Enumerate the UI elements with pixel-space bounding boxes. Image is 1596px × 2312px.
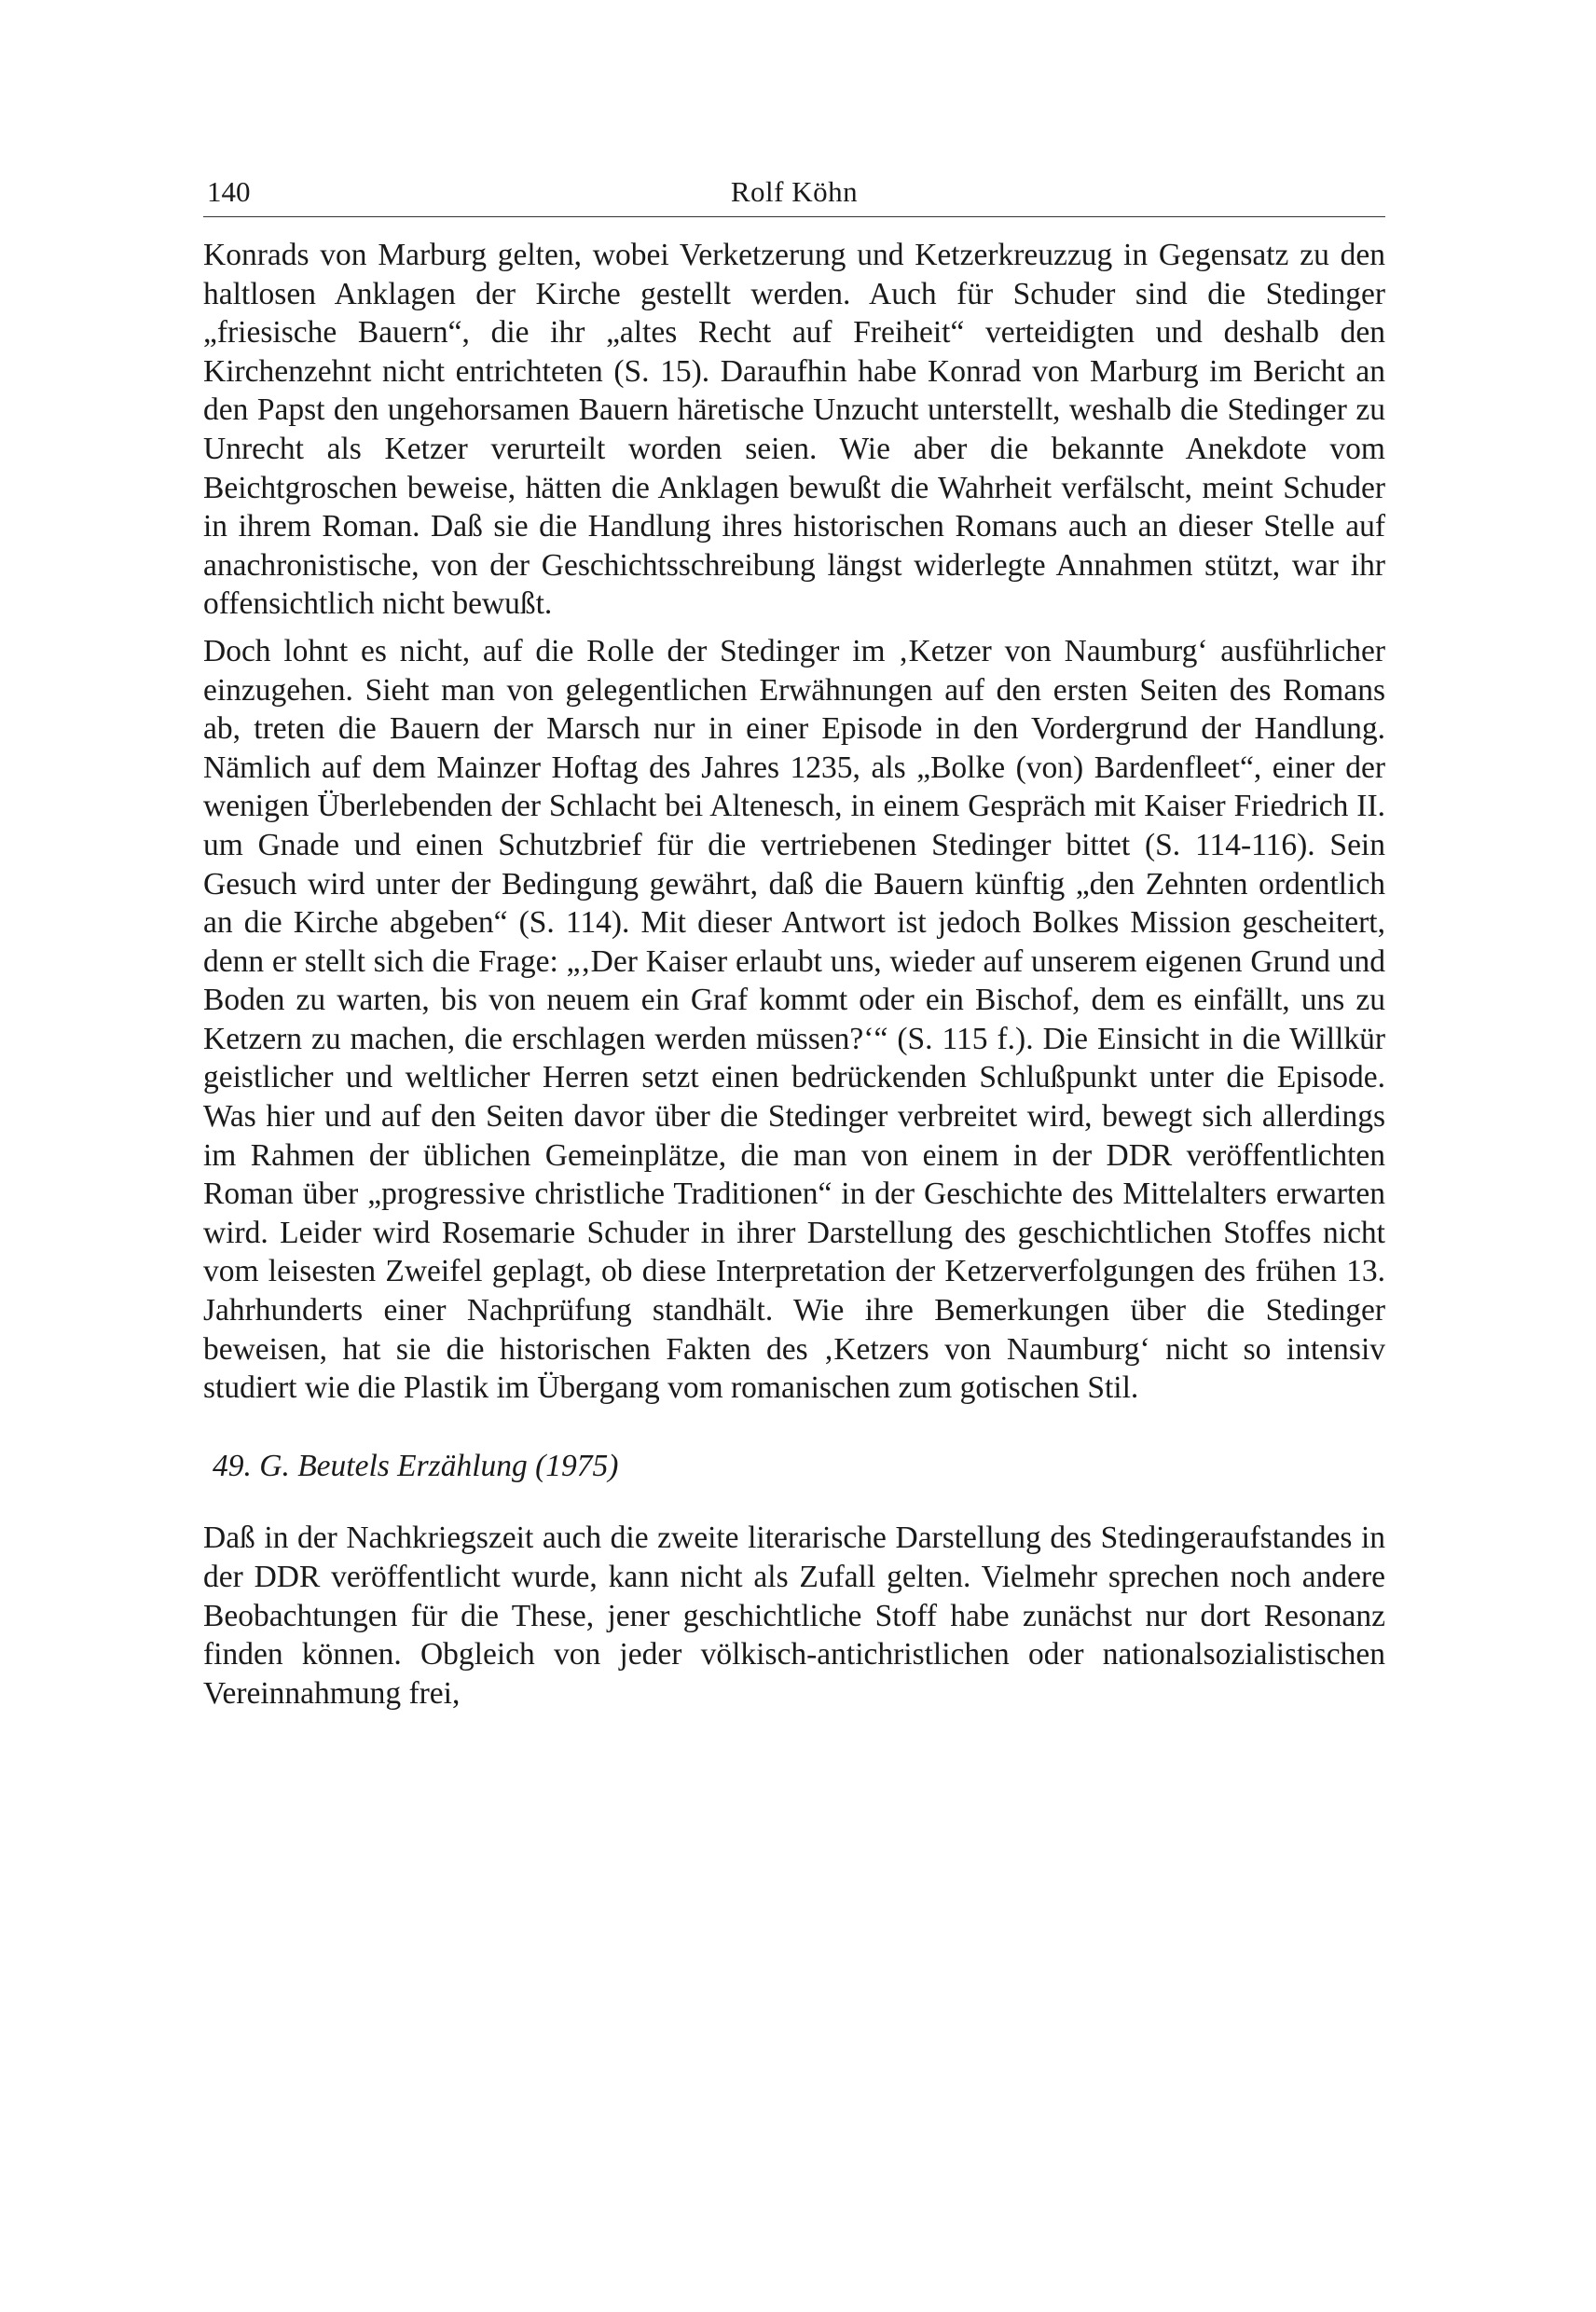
- page-number: 140: [207, 175, 251, 208]
- running-title: Rolf Köhn: [730, 175, 859, 208]
- paragraph: Konrads von Marburg gelten, wobei Verketzerung und Ketzerkreuzzug in Gegensatz zu den haltlosen Anklagen der Kirche gestellt werden. Auch für Schuder sind die Stedinger „friesische Bauern“, die ihr „altes Recht auf Freiheit“ verteidigten und deshalb den Kirchenzehnt nicht entrichteten (S. 15). Daraufhin habe Konrad von Marburg im Bericht an den Papst den ungehorsamen Bauern häretische Unzucht unterstellt, weshalb die Stedinger zu Unrecht als Ketzer verurteilt worden seien. Wie aber die bekannte Anekdote vom Beichtgroschen beweise, hätten die Anklagen bewußt die Wahrheit verfälscht, meint Schuder in ihrem Roman. Daß sie die Handlung ihres historischen Romans auch an dieser Stelle auf anachronistische, von der Geschichtsschreibung längst widerlegte Annahmen stützt, war ihr offensichtlich nicht bewußt.: [203, 238, 1385, 622]
- paragraph: Daß in der Nachkriegszeit auch die zweite literarische Darstellung des Stedingeraufstandes in der DDR veröffentlicht wurde, kann nicht als Zufall gelten. Vielmehr sprechen noch andere Beobachtungen für die These, jener geschichtliche Stoff habe zunächst nur dort Resonanz finden können. Obgleich von jeder völkisch-antichristlichen oder nationalsozialistischen Vereinnahmung frei,: [203, 1521, 1385, 1711]
- section-heading: 49. G. Beutels Erzählung (1975): [213, 1448, 619, 1483]
- paragraph: Doch lohnt es nicht, auf die Rolle der Stedinger im ‚Ketzer von Naumburg‘ ausführlicher einzugehen. Sieht man von gelegentlichen Erwähnungen auf den ersten Seiten des Romans ab, treten die Bauern der Marsch nur in einer Episode in den Vordergrund der Handlung. Nämlich auf dem Mainzer Hoftag des Jahres 1235, als „Bolke (von) Bardenfleet“, einer der wenigen Überlebenden der Schlacht bei Altenesch, in einem Gespräch mit Kaiser Friedrich II. um Gnade und einen Schutzbrief für die vertriebenen Stedinger bittet (S. 114-116). Sein Gesuch wird unter der Bedingung gewährt, daß die Bauern künftig „den Zehnten ordentlich an die Kirche abgeben“ (S. 114). Mit dieser Antwort ist jedoch Bolkes Mission gescheitert, denn er stellt sich die Frage: „‚Der Kaiser erlaubt uns, wieder auf unserem eigenen Grund und Boden zu warten, bis von neuem ein Graf kommt oder ein Bischof, dem es einfällt, uns zu Ketzern zu machen, die erschlagen werden müssen?‘“ (S. 115 f.). Die Einsicht in die Willkür geistlicher und weltlicher Herren setzt einen bedrückenden Schlußpunkt unter die Episode. Was hier und auf den Seiten davor über die Stedinger verbreitet wird, bewegt sich allerdings im Rahmen der üblichen Gemeinplätze, die man von einem in der DDR veröffentlichten Roman über „progressive christliche Traditionen“ in der Geschichte des Mittelalters erwarten wird. Leider wird Rosemarie Schuder in ihrer Darstellung des geschichtlichen Stoffes nicht vom leisesten Zweifel geplagt, ob diese Interpretation der Ketzerverfolgungen des frühen 13. Jahrhunderts einer Nachprüfung standhält. Wie ihre Bemerkungen über die Stedinger beweisen, hat sie die historischen Fakten des ‚Ketzers von Naumburg‘ nicht so intensiv studiert wie die Plastik im Übergang vom romanischen zum gotischen Stil.: [203, 633, 1385, 1406]
- body-text: [203, 236, 1385, 1713]
- book-page: [203, 168, 1385, 1721]
- running-head: [203, 168, 1385, 217]
